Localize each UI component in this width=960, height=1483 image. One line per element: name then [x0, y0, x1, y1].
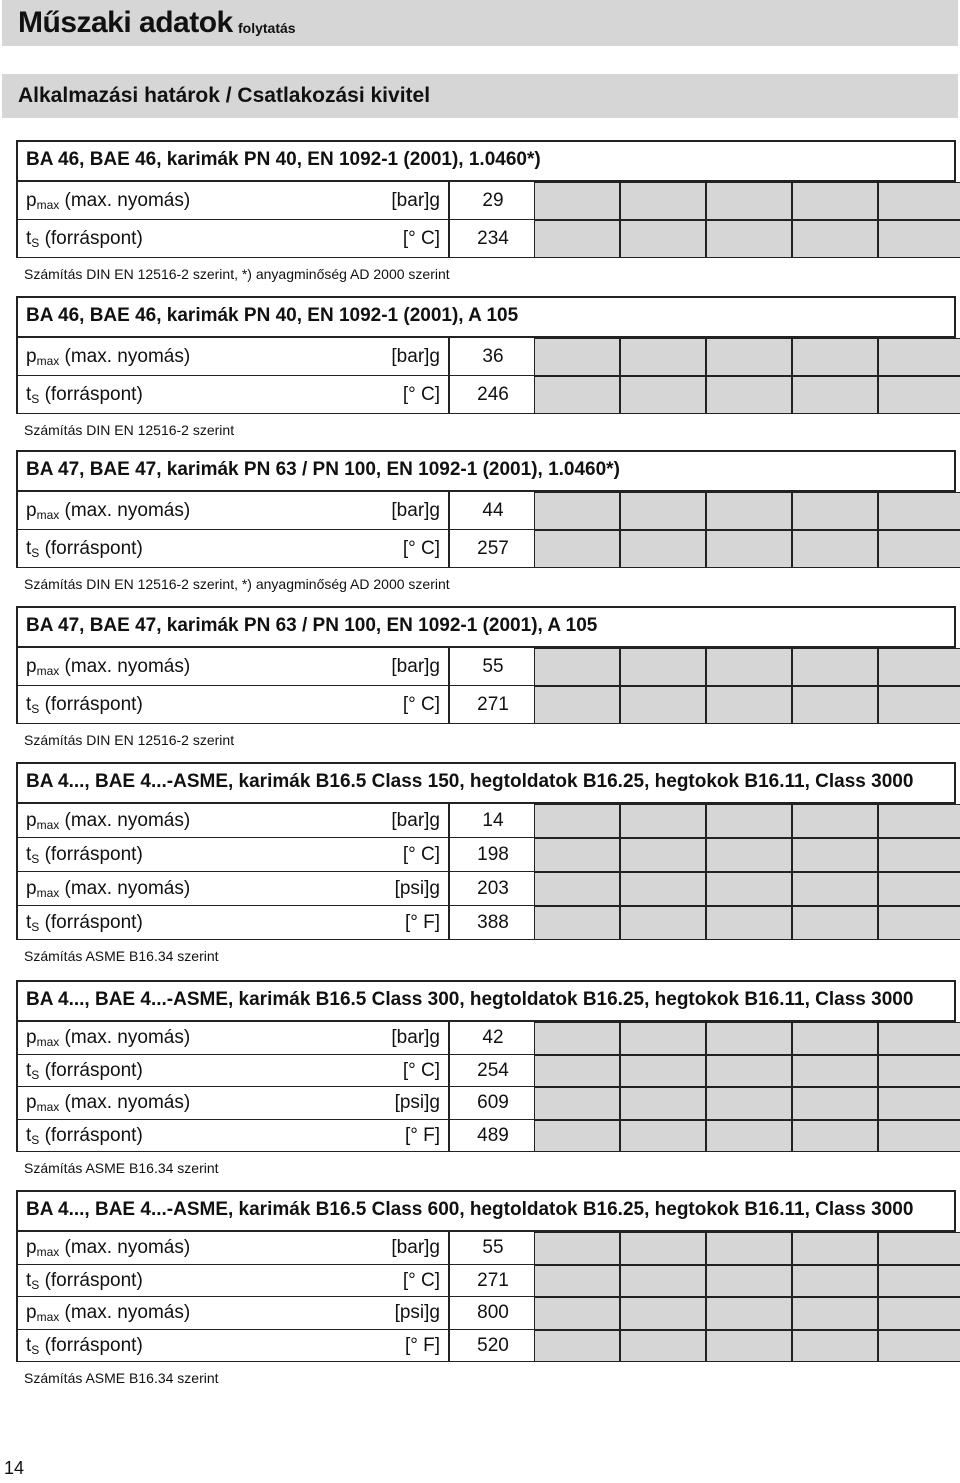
parameter-value: 29 [482, 190, 504, 211]
unit-label: [° C] [402, 538, 440, 559]
parameter-value: 55 [482, 1237, 504, 1258]
empty-gray-cell [706, 838, 792, 872]
empty-gray-cell [534, 1330, 620, 1363]
label-cell [16, 686, 448, 724]
unit-label: [bar]g [391, 1027, 440, 1048]
section-title: BA 47, BAE 47, karimák PN 63 / PN 100, EN 1092-1 (2001), A 105 [26, 615, 598, 636]
parameter-value: 254 [477, 1059, 509, 1081]
unit-label: [° F] [404, 1334, 440, 1356]
subheader-title: Alkalmazási határok / Csatlakozási kivitel [18, 84, 431, 107]
empty-gray-cell [792, 1120, 878, 1153]
empty-gray-cell [792, 220, 878, 258]
unit-label: [° C] [402, 844, 440, 865]
empty-gray-cell [878, 906, 960, 940]
table-row [16, 1232, 956, 1265]
parameter-label: $t_S$ (forráspont) [26, 844, 143, 866]
empty-gray-cell [620, 804, 706, 838]
section-heading [16, 606, 956, 648]
empty-gray-cell [534, 1087, 620, 1120]
empty-gray-cell [620, 1120, 706, 1153]
label-cell [16, 1055, 448, 1088]
page-header [2, 0, 958, 46]
table-row [16, 648, 956, 686]
empty-gray-cell [878, 1120, 960, 1153]
empty-gray-cell [792, 182, 878, 220]
table-row [16, 182, 956, 220]
section-heading [16, 980, 956, 1022]
value-cell [448, 838, 534, 872]
label-cell [16, 1265, 448, 1298]
empty-gray-cell [534, 1297, 620, 1330]
table-row [16, 338, 956, 376]
empty-gray-cell [706, 1055, 792, 1088]
section-heading [16, 140, 956, 182]
empty-gray-cell [878, 648, 960, 686]
empty-gray-cell [878, 838, 960, 872]
empty-gray-cell [792, 338, 878, 376]
unit-label: [° C] [402, 694, 440, 715]
empty-gray-cell [792, 872, 878, 906]
parameter-value: 55 [482, 656, 504, 677]
parameter-value: 36 [482, 346, 504, 367]
section-title: BA 4..., BAE 4...-ASME, karimák B16.5 Class 600, hegtoldatok B16.25, hegtokok B16.11, Class 3000 [26, 1199, 914, 1220]
label-cell [16, 1022, 448, 1055]
section-title: BA 46, BAE 46, karimák PN 40, EN 1092-1 (2001), A 105 [26, 305, 519, 326]
label-cell [16, 648, 448, 686]
calculation-note: Számítás DIN EN 12516-2 szerint, *) anyagminőség AD 2000 szerint [24, 576, 450, 592]
empty-gray-cell [706, 182, 792, 220]
empty-gray-cell [792, 1330, 878, 1363]
parameter-label: $p_{max}$ (max. nyomás) [26, 1027, 191, 1049]
label-cell [16, 872, 448, 906]
table-row [16, 1330, 956, 1363]
label-cell [16, 1232, 448, 1265]
parameter-label: $p_{max}$ (max. nyomás) [26, 878, 191, 900]
empty-gray-cell [792, 376, 878, 414]
section-heading [16, 762, 956, 804]
parameter-label: $t_S$ (forráspont) [26, 912, 143, 934]
value-cell [448, 376, 534, 414]
label-cell [16, 182, 448, 220]
empty-gray-cell [706, 1120, 792, 1153]
empty-gray-cell [620, 1087, 706, 1120]
unit-label: [bar]g [391, 1237, 440, 1258]
empty-gray-cell [792, 492, 878, 530]
empty-gray-cell [620, 338, 706, 376]
empty-gray-cell [620, 872, 706, 906]
empty-gray-cell [534, 1022, 620, 1055]
value-cell [448, 220, 534, 258]
value-cell [448, 492, 534, 530]
table-row [16, 376, 956, 414]
empty-gray-cell [878, 1055, 960, 1088]
empty-gray-cell [534, 182, 620, 220]
empty-gray-cell [792, 804, 878, 838]
label-cell [16, 492, 448, 530]
table-row [16, 530, 956, 568]
parameter-value: 520 [477, 1334, 509, 1356]
empty-gray-cell [792, 1265, 878, 1298]
parameter-label: $t_S$ (forráspont) [26, 384, 143, 406]
unit-label: [° C] [402, 228, 440, 249]
calculation-note: Számítás ASME B16.34 szerint [24, 1160, 219, 1176]
parameter-value: 271 [477, 694, 509, 715]
unit-label: [° C] [402, 384, 440, 405]
empty-gray-cell [620, 1265, 706, 1298]
calculation-note: Számítás DIN EN 12516-2 szerint [24, 732, 235, 748]
unit-label: [bar]g [391, 500, 440, 521]
parameter-label: $p_{max}$ (max. nyomás) [26, 1237, 191, 1259]
empty-gray-cell [620, 906, 706, 940]
label-cell [16, 1330, 448, 1363]
calculation-note: Számítás ASME B16.34 szerint [24, 1370, 219, 1386]
page-title: Műszaki adatok [18, 6, 233, 39]
empty-gray-cell [706, 872, 792, 906]
empty-gray-cell [878, 804, 960, 838]
parameter-value: 388 [477, 912, 509, 933]
empty-gray-cell [878, 220, 960, 258]
parameter-value: 14 [482, 810, 504, 831]
empty-gray-cell [706, 530, 792, 568]
unit-label: [psi]g [394, 1302, 440, 1323]
parameter-label: $p_{max}$ (max. nyomás) [26, 810, 191, 832]
empty-gray-cell [620, 1055, 706, 1088]
table-row [16, 872, 956, 906]
empty-gray-cell [620, 648, 706, 686]
unit-label: [bar]g [391, 656, 440, 677]
empty-gray-cell [620, 838, 706, 872]
parameter-value: 271 [477, 1269, 509, 1291]
parameter-value: 44 [482, 500, 504, 521]
page-number: 14 [4, 1458, 25, 1478]
empty-gray-cell [534, 1232, 620, 1265]
parameter-value: 257 [477, 538, 509, 559]
empty-gray-cell [878, 1265, 960, 1298]
empty-gray-cell [534, 376, 620, 414]
empty-gray-cell [706, 1297, 792, 1330]
empty-gray-cell [620, 530, 706, 568]
label-cell [16, 338, 448, 376]
empty-gray-cell [534, 1120, 620, 1153]
empty-gray-cell [534, 492, 620, 530]
empty-gray-cell [792, 906, 878, 940]
value-cell [448, 872, 534, 906]
label-cell [16, 1087, 448, 1120]
unit-label: [bar]g [391, 810, 440, 831]
empty-gray-cell [706, 906, 792, 940]
parameter-value: 800 [477, 1302, 509, 1323]
empty-gray-cell [620, 1022, 706, 1055]
table-row [16, 492, 956, 530]
empty-gray-cell [792, 1297, 878, 1330]
value-cell [448, 1120, 534, 1153]
empty-gray-cell [792, 1022, 878, 1055]
table-row [16, 804, 956, 838]
empty-gray-cell [706, 1265, 792, 1298]
empty-gray-cell [878, 182, 960, 220]
section-heading [16, 296, 956, 338]
parameter-label: $t_S$ (forráspont) [26, 1269, 143, 1292]
section-title: BA 46, BAE 46, karimák PN 40, EN 1092-1 (2001), 1.0460*) [26, 149, 541, 170]
empty-gray-cell [534, 338, 620, 376]
empty-gray-cell [792, 530, 878, 568]
label-cell [16, 804, 448, 838]
parameter-label: $p_{max}$ (max. nyomás) [26, 1092, 191, 1114]
empty-gray-cell [878, 686, 960, 724]
section-heading [16, 1190, 956, 1232]
empty-gray-cell [706, 1232, 792, 1265]
section-title: BA 4..., BAE 4...-ASME, karimák B16.5 Class 300, hegtoldatok B16.25, hegtokok B16.11, Class 3000 [26, 989, 914, 1010]
parameter-value: 42 [482, 1027, 504, 1048]
empty-gray-cell [792, 838, 878, 872]
value-cell [448, 182, 534, 220]
parameter-value: 234 [477, 228, 509, 249]
empty-gray-cell [706, 1022, 792, 1055]
parameter-label: $t_S$ (forráspont) [26, 1334, 143, 1357]
parameter-value: 609 [477, 1092, 509, 1113]
empty-gray-cell [878, 376, 960, 414]
value-cell [448, 804, 534, 838]
empty-gray-cell [534, 838, 620, 872]
parameter-label: $p_{max}$ (max. nyomás) [26, 346, 191, 368]
empty-gray-cell [620, 686, 706, 724]
unit-label: [bar]g [391, 190, 440, 211]
parameter-label: $t_S$ (forráspont) [26, 694, 143, 716]
label-cell [16, 376, 448, 414]
value-cell [448, 1022, 534, 1055]
table-row [16, 1265, 956, 1298]
empty-gray-cell [620, 182, 706, 220]
value-cell [448, 1055, 534, 1088]
empty-gray-cell [706, 648, 792, 686]
empty-gray-cell [534, 1055, 620, 1088]
unit-label: [psi]g [394, 878, 440, 899]
calculation-note: Számítás DIN EN 12516-2 szerint [24, 422, 235, 438]
parameter-label: $t_S$ (forráspont) [26, 228, 143, 250]
section-subheader [2, 74, 958, 118]
section-heading [16, 450, 956, 492]
unit-label: [° C] [402, 1059, 440, 1081]
empty-gray-cell [792, 686, 878, 724]
empty-gray-cell [620, 1330, 706, 1363]
parameter-label: $p_{max}$ (max. nyomás) [26, 1302, 191, 1324]
empty-gray-cell [792, 1087, 878, 1120]
continued-label: folytatás [238, 20, 296, 36]
empty-gray-cell [878, 530, 960, 568]
value-cell [448, 1297, 534, 1330]
table-row [16, 1055, 956, 1088]
parameter-value: 198 [477, 844, 509, 865]
empty-gray-cell [534, 804, 620, 838]
empty-gray-cell [706, 376, 792, 414]
table-row [16, 1087, 956, 1120]
label-cell [16, 530, 448, 568]
parameter-value: 203 [477, 878, 509, 899]
table-row [16, 220, 956, 258]
empty-gray-cell [534, 872, 620, 906]
empty-gray-cell [620, 376, 706, 414]
empty-gray-cell [792, 648, 878, 686]
unit-label: [° C] [402, 1269, 440, 1291]
empty-gray-cell [878, 1022, 960, 1055]
parameter-label: $p_{max}$ (max. nyomás) [26, 190, 191, 212]
value-cell [448, 338, 534, 376]
parameter-value: 489 [477, 1124, 509, 1146]
empty-gray-cell [706, 1087, 792, 1120]
empty-gray-cell [706, 220, 792, 258]
empty-gray-cell [706, 686, 792, 724]
label-cell [16, 1120, 448, 1153]
parameter-label: $t_S$ (forráspont) [26, 1059, 143, 1082]
empty-gray-cell [792, 1055, 878, 1088]
table-row [16, 906, 956, 940]
value-cell [448, 648, 534, 686]
empty-gray-cell [792, 1232, 878, 1265]
empty-gray-cell [534, 220, 620, 258]
label-cell [16, 1297, 448, 1330]
empty-gray-cell [620, 492, 706, 530]
empty-gray-cell [706, 1330, 792, 1363]
empty-gray-cell [878, 338, 960, 376]
empty-gray-cell [878, 1297, 960, 1330]
table-row [16, 1120, 956, 1153]
empty-gray-cell [534, 530, 620, 568]
value-cell [448, 1265, 534, 1298]
empty-gray-cell [706, 338, 792, 376]
empty-gray-cell [878, 1087, 960, 1120]
empty-gray-cell [620, 1297, 706, 1330]
parameter-label: $t_S$ (forráspont) [26, 538, 143, 560]
calculation-note: Számítás DIN EN 12516-2 szerint, *) anyagminőség AD 2000 szerint [24, 266, 450, 282]
value-cell [448, 686, 534, 724]
empty-gray-cell [878, 1232, 960, 1265]
unit-label: [° F] [404, 912, 440, 933]
empty-gray-cell [534, 906, 620, 940]
parameter-value: 246 [477, 384, 509, 405]
unit-label: [° F] [404, 1124, 440, 1146]
empty-gray-cell [706, 492, 792, 530]
unit-label: [psi]g [394, 1092, 440, 1113]
empty-gray-cell [534, 686, 620, 724]
empty-gray-cell [878, 1330, 960, 1363]
table-row [16, 1022, 956, 1055]
empty-gray-cell [534, 1265, 620, 1298]
value-cell [448, 1330, 534, 1363]
empty-gray-cell [706, 804, 792, 838]
empty-gray-cell [534, 648, 620, 686]
value-cell [448, 1232, 534, 1265]
parameter-label: $p_{max}$ (max. nyomás) [26, 656, 191, 678]
label-cell [16, 220, 448, 258]
table-row [16, 686, 956, 724]
parameter-label: $p_{max}$ (max. nyomás) [26, 500, 191, 522]
empty-gray-cell [620, 220, 706, 258]
value-cell [448, 1087, 534, 1120]
section-title: BA 4..., BAE 4...-ASME, karimák B16.5 Class 150, hegtoldatok B16.25, hegtokok B16.11, Class 3000 [26, 771, 914, 792]
calculation-note: Számítás ASME B16.34 szerint [24, 948, 219, 964]
empty-gray-cell [878, 872, 960, 906]
label-cell [16, 906, 448, 940]
unit-label: [bar]g [391, 346, 440, 367]
table-row [16, 1297, 956, 1330]
table-row [16, 838, 956, 872]
empty-gray-cell [878, 492, 960, 530]
value-cell [448, 530, 534, 568]
empty-gray-cell [620, 1232, 706, 1265]
parameter-label: $t_S$ (forráspont) [26, 1124, 143, 1147]
section-title: BA 47, BAE 47, karimák PN 63 / PN 100, EN 1092-1 (2001), 1.0460*) [26, 459, 620, 480]
value-cell [448, 906, 534, 940]
label-cell [16, 838, 448, 872]
